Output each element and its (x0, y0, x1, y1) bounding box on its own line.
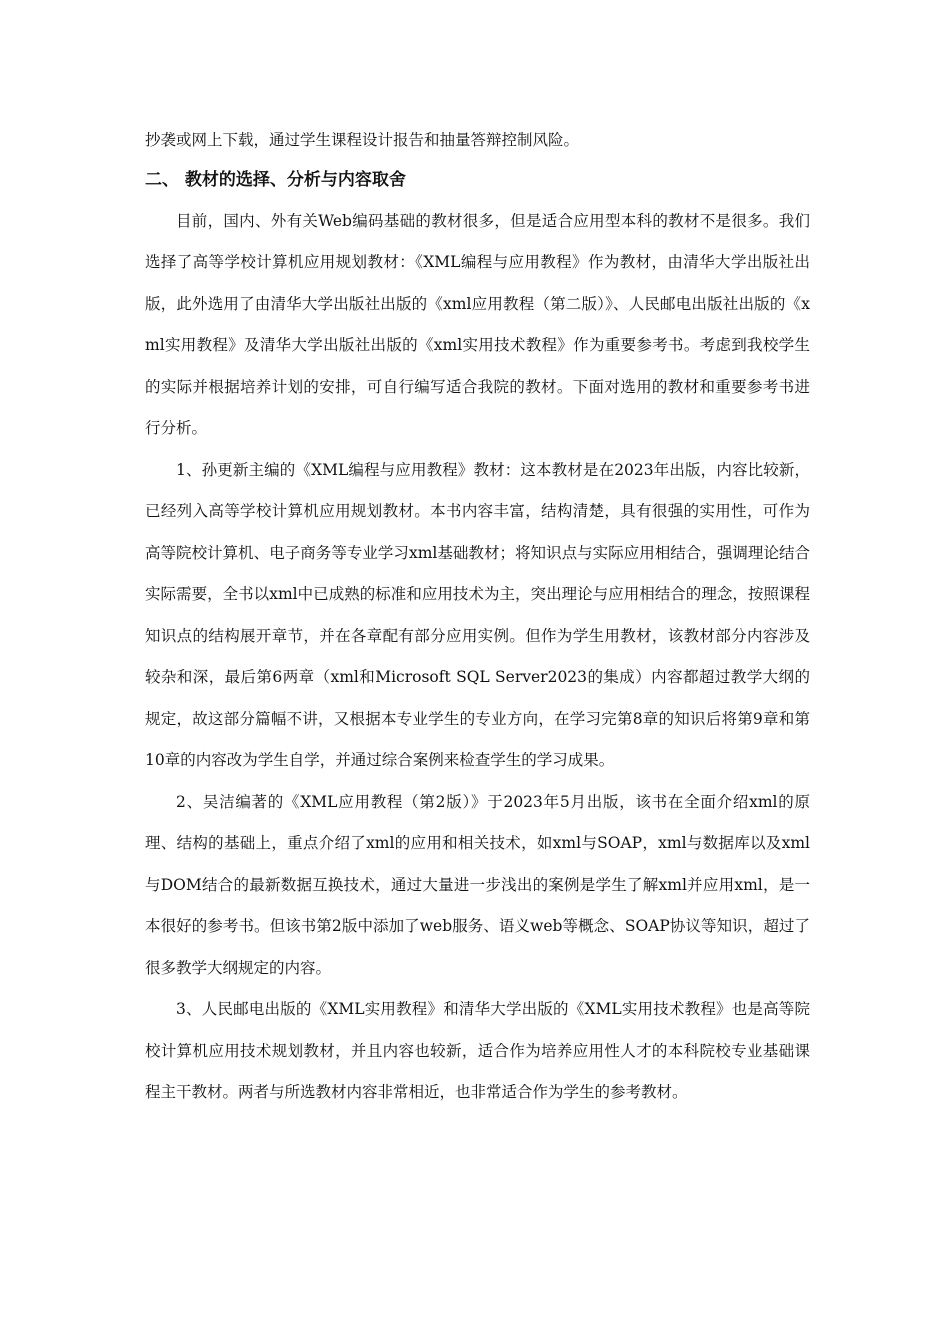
continuation-paragraph: 抄袭或网上下载，通过学生课程设计报告和抽量答辩控制风险。 (145, 131, 580, 149)
textbook-analysis-1: 1、孙更新主编的《XML编程与应用教程》教材：这本教材是在2023年出版，内容比较新，已经列入高等学校计算机应用规划教材。本书内容丰富，结构清楚，具有很强的实用性，可作为高等院校计算机、电子商务等专业学习xml基础教材；将知识点与实际应用相结合，强调理论结合实际需要，全书以xml中已成熟的标准和应用技术为主，突出理论与应用相结合的理念，按照课程知识点的结构展开章节，并在各章配有部分应用实例。但作为学生用教材，该教材部分内容涉及较杂和深，最后第6两章（xml和Microsoft SQL Server2023的集成）内容都超过教学大纲的规定，故这部分篇幅不讲，又根据本专业学生的专业方向，在学习完第8章的知识后将第9章和第10章的内容改为学生自学，并通过综合案例来检查学生的学习成果。 (145, 460, 810, 769)
textbook-analysis-3: 3、人民邮电出版的《XML实用教程》和清华大学出版的《XML实用技术教程》也是高等院校计算机应用技术规划教材，并且内容也较新，适合作为培养应用性人才的本科院校专业基础课程主干教材。两者与所选教材内容非常相近，也非常适合作为学生的参考教材。 (145, 1000, 810, 1101)
textbook-analysis-2: 2、吴洁编著的《XML应用教程（第2版）》于2023年5月出版，该书在全面介绍xml的原理、结构的基础上，重点介绍了xml的应用和相关技术，如xml与SOAP，xml与数据库以及xml与DOM结合的最新数据互换技术，通过大量进一步浅出的案例是学生了解xml并应用xml，是一本很好的参考书。但该书第2版中添加了web服务、语义web等概念、SOAP协议等知识，超过了很多教学大纲规定的内容。 (145, 792, 810, 977)
intro-paragraph: 目前，国内、外有关Web编码基础的教材很多，但是适合应用型本科的教材不是很多。我们选择了高等学校计算机应用规划教材：《XML编程与应用教程》作为教材，由清华大学出版社出版，此外选用了由清华大学出版社出版的《xml应用教程（第二版）》、人民邮电出版社出版的《xml实用教程》及清华大学出版社出版的《xml实用技术教程》作为重要参考书。考虑到我校学生的实际并根据培养计划的安排，可自行编写适合我院的教材。下面对选用的教材和重要参考书进行分析。 (145, 211, 810, 437)
document-body (145, 120, 810, 1114)
section-heading: 二、 教材的选择、分析与内容取舍 (145, 169, 406, 190)
